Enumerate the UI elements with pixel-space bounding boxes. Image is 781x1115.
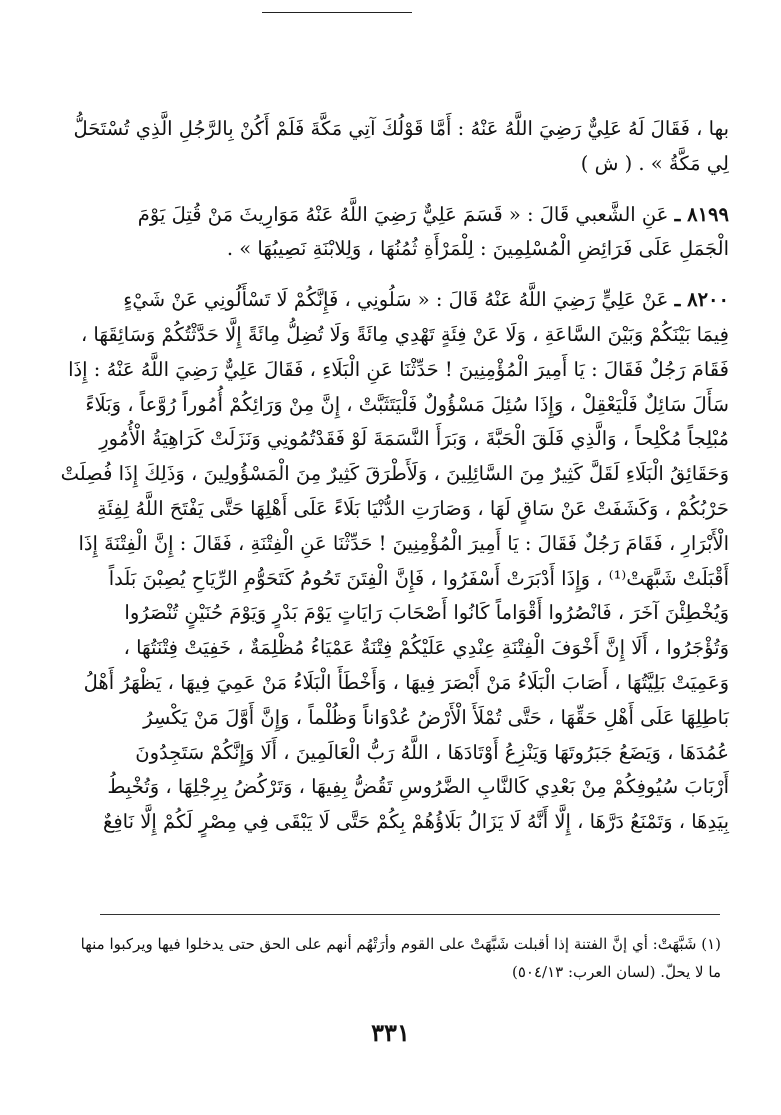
footnote-separator — [100, 914, 720, 915]
page-number: ٣٣١ — [371, 1018, 410, 1047]
text-line: فِيمَا بَيْنَكُمْ وَبَيْنَ السَّاعَةِ ، وَلَا عَنْ فِئَةٍ تَهْدِي مِائَةً وَلَا تُضِلُّ مِائَةً إِلَّا حَدَّثْتُكُمْ وَسَائِقَهَا ، — [80, 322, 729, 346]
text-line: الْجَمَلِ عَلَى فَرَائِضِ الْمُسْلِمِينَ : لِلْمَرْأَةِ ثُمُنُهَا ، وَلِلابْنَةِ نَصِيبُهَا » . — [226, 237, 729, 261]
text-line: وَتُؤْجَرُوا ، أَلَا إِنَّ أَخْوَفَ الْفِتْنَةِ عِنْدِي عَلَيْكُمْ فِتْنَةٌ عَمْيَاءُ مُظْلِمَةٌ ، خَفِيَتْ فِتْنَتُهَا ، — [123, 636, 729, 660]
text-line: سَأَلَ سَائِلٌ فَلْيَعْقِلْ ، وَإِذَا سُئِلَ مَسْؤُولٌ فَلْيَتَثَبَّتْ ، إِنَّ مِنْ وَرَائِكُمْ أُمُوراً رُوَّعاً ، وَبَلَاءً — [85, 392, 729, 416]
footnote-line: (١) شَبَّهَتْ: أي إنَّ الفتنة إذا أقبلت شَبَّهَتْ على القوم وأرَتْهُم أنهم على الحق حتى يدخلوا فيها ويركبوا منها — [80, 935, 721, 953]
text-line: حَرْبُكُمْ ، وَكَشَفَتْ عَنْ سَاقٍ لَهَا ، وَصَارَتِ الدُّنْيَا بَلَاءً عَلَى أَهْلِهَا حَتَّى يَفْتَحَ اللَّهُ لِفِئَةِ — [97, 496, 729, 520]
text-line: الْأَبْرَارِ ، فَقَامَ رَجُلٌ فَقَالَ : يَا أَمِيرَ الْمُؤْمِنِينَ ! حَدِّثْنَا عَنِ الْفِتْنَةِ ، فَقَالَ : إِنَّ الْفِتْنَةَ إِذَا — [78, 531, 729, 555]
hadith-number: ٨١٩٩ ـ — [674, 202, 729, 226]
text-line: وَحَقَائِقُ الْبَلَاءِ لَقَلَّ كَثِيرٌ مِنَ السَّائِلِينَ ، وَلَأَطْرَقَ كَثِيرٌ مِنَ الْمَسْؤُولِينَ ، وَذَلِكَ إِذَا فُصِلَتْ — [60, 462, 729, 486]
text-line: أَرْبَابَ سُيُوفِكُمْ مِنْ بَعْدِي كَالنَّابِ الضَّرُوسِ تَقُضُّ بِفِيهَا ، وَتَرْكُضُ بِرِجْلِهَا ، وَتُخْبِطُ — [107, 775, 729, 799]
text-line: بها ، فَقَالَ لَهُ عَلِيٌّ رَضِيَ اللَّهُ عَنْهُ : أَمَّا قَوْلُكَ آتِي مَكَّةَ فَلَمْ أَكُنْ بِالرَّجُلِ الَّذِي تُسْتَحَلُّ — [73, 117, 729, 140]
hadith-8200 — [49, 283, 729, 840]
text-line: بَاطِلِهَا عَلَى أَهْلِ حَقِّهَا ، حَتَّى تُمْلَأَ الْأَرْضُ عُدْوَاناً وَظُلْماً ، وَإِنَّ أَوَّلَ مَنْ يَكْسِرُ — [143, 705, 729, 729]
paragraph-continuation — [49, 112, 729, 182]
footnotes — [56, 930, 721, 986]
text-line: بِيَدِهَا ، وَتَمْنَعُ دَرَّهَا ، إِلَّا أَنَّهُ لَا يَزَالُ بَلَاؤُهُمْ بِكُمْ حَتَّى لَا يَبْقَى فِي مِصْرٍ لَكُمْ إِلَّا نَافِعٌ — [102, 810, 729, 834]
header-rule — [262, 12, 412, 13]
hadith-8199 — [49, 198, 729, 268]
footnote — [56, 930, 721, 986]
text-line: أَقْبَلَتْ شَبَّهَتْ⁽¹⁾ ، وَإِذَا أَدْبَرَتْ أَسْفَرُوا ، فَإِنَّ الْفِتَنَ تَحُومُ كَتَحَوُّمِ الرِّيَاحِ يُصِبْنَ بَلَداً — [108, 566, 729, 590]
text-line: عُمُدَهَا ، وَيَضَعُ جَبَرُوتَهَا وَيَنْزِعُ أَوْتَادَهَا ، اللَّهُ رَبُّ الْعَالَمِينَ ، أَلَا وَإِنَّكُمْ سَتَجِدُونَ — [135, 740, 729, 764]
text-line: وَيُخْطِئْنَ آخَرَ ، فَانْصُرُوا أَقْوَاماً كَانُوا أَصْحَابَ رَايَاتٍ يَوْمَ بَدْرٍ وَيَوْمَ حُنَيْنٍ تُنْصَرُوا — [124, 601, 729, 625]
text-line: فَقَامَ رَجُلٌ فَقَالَ : يَا أَمِيرَ الْمُؤْمِنِينَ ! حَدِّثْنَا عَنِ الْبَلَاءِ ، فَقَالَ عَلِيٌّ رَضِيَ اللَّهُ عَنْهُ : إِذَا — [68, 357, 729, 381]
main-text — [49, 112, 729, 840]
text-line: وَعَمِيَتْ بَلِيَّتُهَا ، أَصَابَ الْبَلَاءُ مَنْ أَبْصَرَ فِيهَا ، وَأَخْطَأَ الْبَلَاءُ مَنْ عَمِيَ فِيهَا ، يَظْهَرُ أَهْلُ — [83, 670, 729, 694]
footnote-line: ما لا يحلّ. (لسان العرب: ٥٠٤/١٣) — [511, 963, 721, 981]
text-line: عَنِ الشَّعبي قَالَ : « قَسَمَ عَلِيٌّ رَضِيَ اللَّهُ عَنْهُ مَوَارِيثَ مَنْ قُتِلَ يَوْمَ — [137, 202, 669, 226]
text-line: عَنْ عَلِيٍّ رَضِيَ اللَّهُ عَنْهُ قَالَ : « سَلُونِي ، فَإِنَّكُمْ لَا تَسْأَلُونِي عَنْ شَيْءٍ — [123, 288, 669, 312]
hadith-number: ٨٢٠٠ ـ — [674, 288, 729, 312]
text-line: لِي مَكَّةُ » . ( ش ) — [580, 151, 729, 175]
text-line: مُبْلِجاً مُكْلِحاً ، وَالَّذِي فَلَقَ الْحَبَّةَ ، وَبَرَأَ النَّسَمَةَ لَوْ فَقَدْتُمُونِي وَنَزَلَتْ كَرَاهِيَةُ الْأُمُورِ — [99, 427, 729, 451]
